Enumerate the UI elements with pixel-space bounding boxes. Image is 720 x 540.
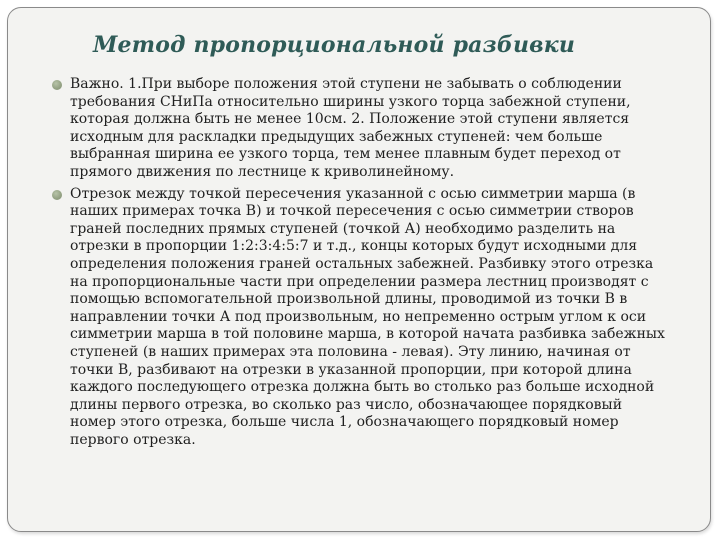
bullet-item <box>70 76 670 182</box>
bullet-circle-icon <box>52 190 62 200</box>
bullet-text: Отрезок между точкой пересечения указанной с осью симметрии марша (в наших примерах точка В) и точкой пересечения с осью симметрии створов граней последних прямых ступеней (точкой А) необходимо разделить на отрезки в пропорции 1:2:3:4:5:7 и т.д., концы которых будут исходными для определения положения граней остальных забежней. Разбивку этого отрезка на пропорциональные части при определении размера лестниц производят с помощью вспомогательной произвольной длины, проводимой из точки В в направлении точки А под произвольным, но непременно острым углом к оси симметрии марша в той половине марша, в которой начата разбивка забежных ступеней (в наших примерах эта половина - левая). Эту линию, начиная от точки В, разбивают на отрезки в указанной пропорции, при которой длина каждого последующего отрезка должна быть во столько раз больше исходной длины первого отрезка, во сколько раз число, обозначающее порядковый номер этого отрезка, больше числа 1, обозначающего порядковый номер первого отрезка. <box>70 185 665 448</box>
bullet-text: Важно. 1.При выборе положения этой ступени не забывать о соблюдении требования СНиПа относительно ширины узкого торца забежной ступени, которая должна быть не менее 10см. 2. Положение этой ступени является исходным для раскладки предыдущих забежных ступеней: чем больше выбранная ширина ее узкого торца, тем менее плавным будет переход от прямого движения по лестнице к криволинейному. <box>70 76 631 180</box>
slide-title: Метод пропорциональной разбивки <box>93 32 576 58</box>
slide <box>7 7 711 532</box>
bullet-item <box>70 186 670 450</box>
bullet-circle-icon <box>52 80 62 90</box>
bullet-list <box>70 76 670 449</box>
